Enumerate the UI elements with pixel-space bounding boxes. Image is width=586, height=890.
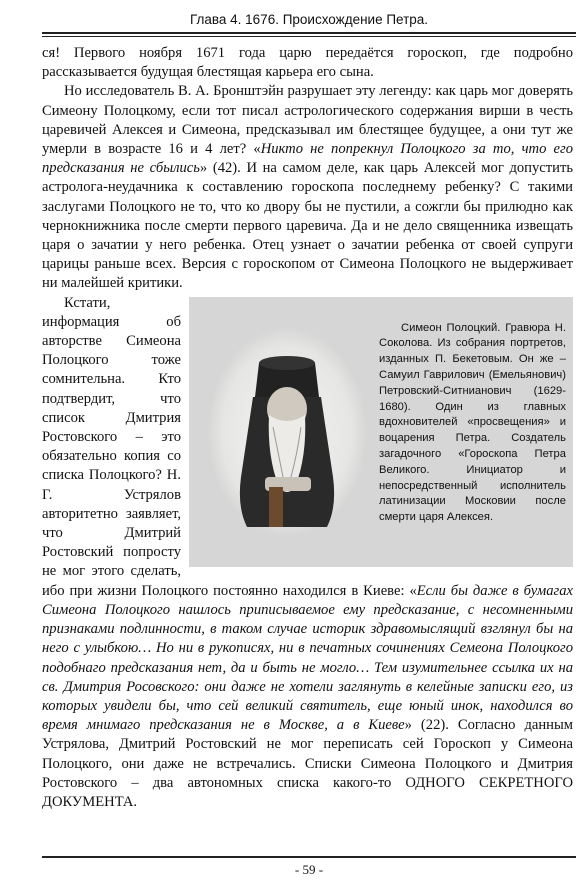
figure-caption: Симеон Полоцкий. Гравюра Н. Соколова. Из собрания портретов, изданных П. Бекетовым. Он же – Самуил Гаврилович (Емельянович) Петровский-Ситнианович (1629-1680). Один из главных вдохновителей «просвещения» и воцарения Петра. Создатель загадочного «Гороскопа Петра Великого. Инициатор и непосредственный исполнитель латинизации Московии после смерти царя Алексея.	[379, 321, 566, 524]
page-number: - 59 -	[294, 862, 324, 877]
portrait-engraving	[207, 327, 367, 537]
paragraph-3-text-a: Кстати, информация об авторстве Симеона Полоцкого тоже сомнительна. Кто подтвердит, что список Дмитрия Ростовского – это обязательно копия со списка Полоцкого? Н. Г. Устрялов авторитетно заявляет, что Дмитрий Ростовский попросту не мог этого сделать, ибо при жизни Полоцкого постоянно находился в Киеве: «	[42, 294, 417, 599]
paragraph-2-text-a: Но исследователь В. А. Бронштэйн разрушает эту легенду: как царь мог доверять Симеону Полоцкому, если тот писал астрологического содержания вирши в честь царевичей Алексея и Симеона, предсказывал им блестящее будущее, а они тут же умерли в возрасте 16 и 4 лет? «	[42, 83, 573, 158]
footer-rule	[42, 856, 576, 858]
paragraph-1: ся! Первого ноября 1671 года царю передаётся гороскоп, где подробно рассказывается будущая блестящая карьера его сына.	[42, 45, 573, 81]
paragraph-2-text-b: » (42). И на самом деле, как царь Алексей мог допустить астролога-неудачника к составлению гороскопа последнему ребенку? С такими заслугами Полоцкого не то, что ко двору бы не пустили, а сожгли бы прилюдно как чернокнижника после смерти первого царевича. Да и не дело священника извещать царя о зачатии у него ребенка. Отец узнает о зачатии ребенка от своей супруги царицы раньше всех. Версия с гороскопом от Симеона Полоцкого не выдерживает ни малейшей критики.	[42, 160, 573, 292]
page-body	[42, 44, 573, 812]
running-header: Глава 4. 1676. Происхождение Петра.	[189, 12, 429, 27]
paragraph-3	[42, 294, 573, 812]
paragraph-3-quote: Если бы даже в бумагах Симеона Полоцкого нашлось приписываемое ему предсказание, с несомненными признаками подлинности, в таком случае историк здравомыслящий взглянул бы на него с улыбкою… Но ни в рукописях, ни в печатных сочинениях Семеона Полоцкого подобнаго предсказания нет, да и быть не могло… Тем изумительнее ссылка их на св. Дмитрия Росовского: они даже не хотели заглянуть в келейные записки его, из которых увидели бы, что сей великий святитель, еще юный инок, находился во время мнимаго предсказания не в Москве, а в Киеве	[42, 582, 573, 734]
paragraph-3-text-b: » (22). Согласно данным Устрялова, Дмитрий Ростовский не мог переписать сей Гороскоп у Симеона Полоцкого, они даже не встречались. Списки Симеона Полоцкого и Дмитрия Ростовского – два автономных списка какого-то ОДНОГО СЕКРЕТНОГО ДОКУМЕНТА.	[42, 717, 574, 810]
paragraph-2-quote: Никто не попрекнул Полоцкого за то, что его предсказания не сбылись	[42, 141, 574, 177]
portrait-figure	[189, 297, 573, 567]
header-rule	[42, 32, 576, 34]
header-rule-thin	[42, 36, 576, 37]
paragraph-2	[42, 82, 573, 293]
